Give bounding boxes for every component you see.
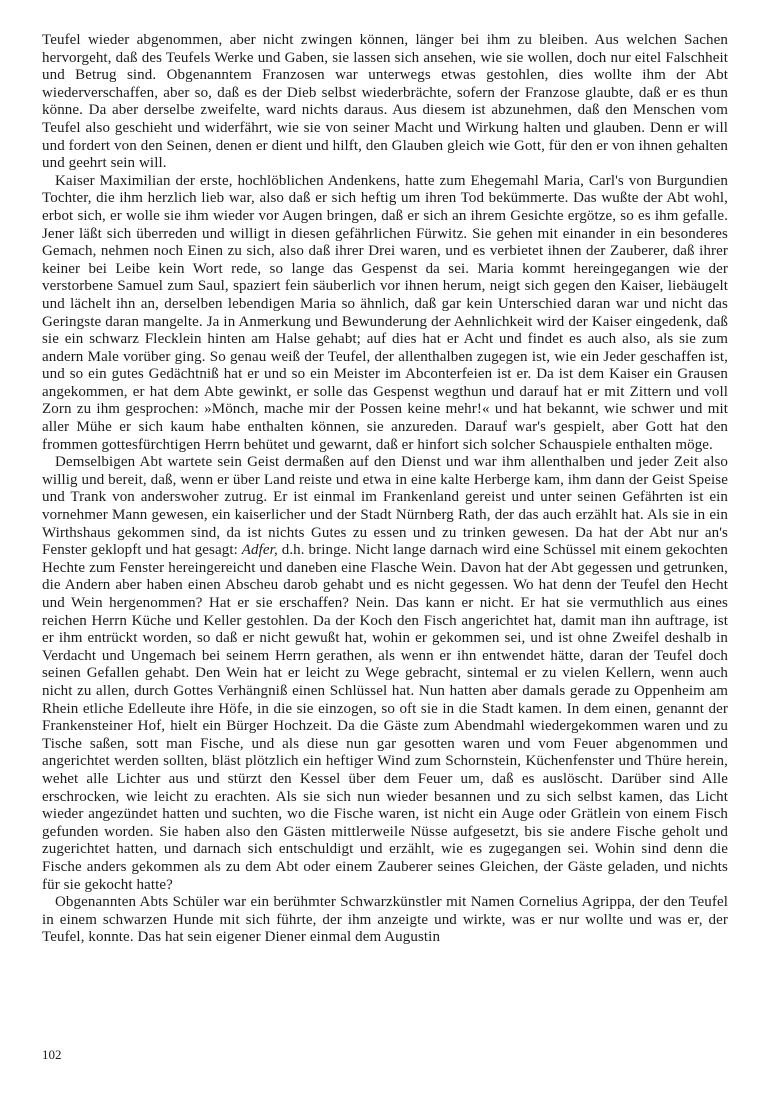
latin-word-adfer: Adfer, (241, 542, 278, 559)
paragraph-text: Kaiser Maximilian der erste, hochlöblichen Andenkens, hatte zum Ehegemahl Maria, Carl's von Burgundien Tochter, die ihm herzlich lieb war, also daß er sich heftig um ihren Tod bekümmerte. Das wußte der Abt wohl, erbot sich, er wolle sie ihm wieder vor Augen bringen, daß er sich an ihrem Gesichte ergötze, so es ihm gefalle. Jener läßt sich überreden und willigt in diesen gefährlichen Fürwitz. Sie gehen mit einander in ein besonderes Gemach, nehmen noch Einen zu sich, also daß ihrer Drei waren, und es verbietet ihnen der Zauberer, daß ihrer keiner bei Leibe kein Wort rede, so lange das Gespenst da sei. Maria kommt hereingegangen wie der verstorbene Samuel zum Saul, spaziert fein säuberlich vor ihnen herum, neigt sich gegen den Kaiser, liebäugelt und lächelt ihn an, derselben lebendigen Maria so ähnlich, daß gar kein Unterschied daran war und nicht das Geringste daran mangelte. Ja in Anmerkung und Bewunderung der Aehnlichkeit wird der Kaiser eingedenk, daß sie ein schwarz Flecklein hinten am Halse gehabt; auf dies hat er Acht und findet es auch also, als sie zum andern Male vorüber ging. So genau weiß der Teufel, der allenthalben zugegen ist, wie ein Jeder geschaffen ist, und so ein gutes Gedächtniß hat er und so ein Meister im Abconterfeien ist er. Da ist dem Kaiser ein Grausen angekommen, er hat dem Abte gewinkt, er solle das Gespenst wegthun und darauf hat er mit Zittern und voll Zorn zu ihm gesprochen: »Mönch, mache mir der Possen keine mehr!« und hat bekannt, wie schwer und mit aller Mühe er sich kaum habe enthalten können, sie anzureden. Darauf war's gespielt, aber Gott hat den frommen gottesfürchtigen Herrn behütet und gewarnt, daß er hinfort sich solcher Schauspiele enthalten möge. (42, 172, 728, 453)
page-text-block (42, 32, 728, 947)
paragraph-text: Teufel wieder abgenommen, aber nicht zwingen können, länger bei ihm zu bleiben. Aus welchen Sachen hervorgeht, daß des Teufels Werke und Gaben, sie lassen sich ansehen, wie sie wollen, doch nur eitel Falschheit und Betrug sind. Obgenanntem Franzosen war unterwegs etwas gestohlen, dies wollte ihm der Abt wiederverschaffen, aber so, daß es der Dieb selbst wiederbrächte, sofern der Franzose glaubte, daß er es thun könne. Da aber derselbe zweifelte, ward nichts daraus. Aus diesem ist abzunehmen, daß den Menschen vom Teufel also geschieht und widerfährt, wie sie von seiner Macht und Wirkung halten und glauben. Denn er will und fordert von den Seinen, denen er dient und hilft, den Glauben gleich wie Gott, für den er von ihnen gehalten und geehrt sein will. (42, 32, 728, 172)
paragraph-cornelius-agrippa (42, 894, 728, 947)
paragraph-text: Obgenannten Abts Schüler war ein berühmter Schwarzkünstler mit Namen Cornelius Agrippa, der den Teufel in einem schwarzen Hunde mit sich führte, der ihm anzeigte und wirkte, was er nur wollte und was er, der Teufel, konnte. Das hat sein eigener Diener einmal dem Augustin (42, 894, 728, 946)
paragraph-kaiser-maximilian (42, 173, 728, 455)
page-footer (42, 1046, 62, 1064)
paragraph-abt-geist (42, 454, 728, 894)
paragraph-teufel-werke (42, 32, 728, 173)
paragraph-text: d.h. bringe. Nicht lange darnach wird eine Schüssel mit einem gekochten Hechte zum Fenster hereingereicht und daneben eine Flasche Wein. Davon hat der Abt gegessen und getrunken, die Andern aber haben einen Abscheu darob gehabt und es nicht gegessen. Wo hat denn der Teufel den Hecht und Wein hergenommen? Hat er sie erschaffen? Nein. Das kann er nicht. Er hat sie vermuthlich aus eines reichen Herrn Küche und Keller gestohlen. Da der Koch den Fisch angerichtet hat, damit man ihn auftrage, ist er ihm entrückt worden, so daß er nicht gewußt hat, wohin er gekommen sei, und ist ohne Zweifel deshalb in Verdacht und Ungemach bei seinem Herrn gerathen, als wenn er ihn entwendet hätte, daran der Teufel doch seinen Gefallen gehabt. Den Wein hat er leicht zu Wege gebracht, sintemal er zu vielen Kellern, wenn auch nicht zu allen, durch Gottes Verhängniß einen Schlüssel hat. Nun hatten aber damals gerade zu Oppenheim am Rhein etliche Edelleute ihre Höfe, in die sie einzogen, so oft sie in die Stadt kamen. In dem einen, genannt der Frankensteiner Hof, hielt ein Bürger Hochzeit. Da die Gäste zum Abendmahl wiedergekommen waren und zu Tische saßen, sott man Fische, und als diese nun gar gesotten waren und vom Feuer abgenommen und angerichtet werden sollten, bläst plötzlich ein heftiger Wind zum Schornstein, Küchenfenster und Thüre herein, wehet alle Lichter aus und stürzt den Kessel über dem Feuer um, daß es auslöscht. Darüber sind Alle erschrocken, wie leicht zu erachten. Als sie sich nun wieder besannen und zu sich selbst kamen, das Licht wieder angezündet hatten und suchten, wo die Fische waren, ist nicht ein Auge oder Grätlein von einem Fisch gefunden worden. Sie haben also den Gästen mittlerweile Nüsse aufgesetzt, bis sie andere Fische geholt und zugerichtet hatten, und darnach sich entschuldigt und erzählt, wie es zugegangen sei. Wohin sind denn die Fische anders gekommen als zu dem Abt oder einem Zauberer seines Gleichen, der Gäste geladen, und nichts für sie gekocht hatte? (42, 542, 728, 893)
paragraph-text: Demselbigen Abt wartete sein Geist dermaßen auf den Dienst und war ihm allenthalben und jeder Zeit also willig und bereit, daß, wenn er über Land reiste und etwa in eine kalte Herberge kam, ihm dann der Geist Speise und Trank von anderswoher zutrug. Er ist einmal im Frankenland gereist und unter seinen Gefährten ist ein vornehmer Mann gewesen, ein kaiserlicher und der Stadt Nürnberg Rath, der das auch erzählt hat. Als sie in ein Wirthshaus gekommen sind, da ist nichts Gutes zu essen und zu trinken gewesen. Da hat der Abt nur an's Fenster geklopft und hat gesagt: (42, 454, 728, 559)
page-number: 102 (42, 1047, 62, 1062)
